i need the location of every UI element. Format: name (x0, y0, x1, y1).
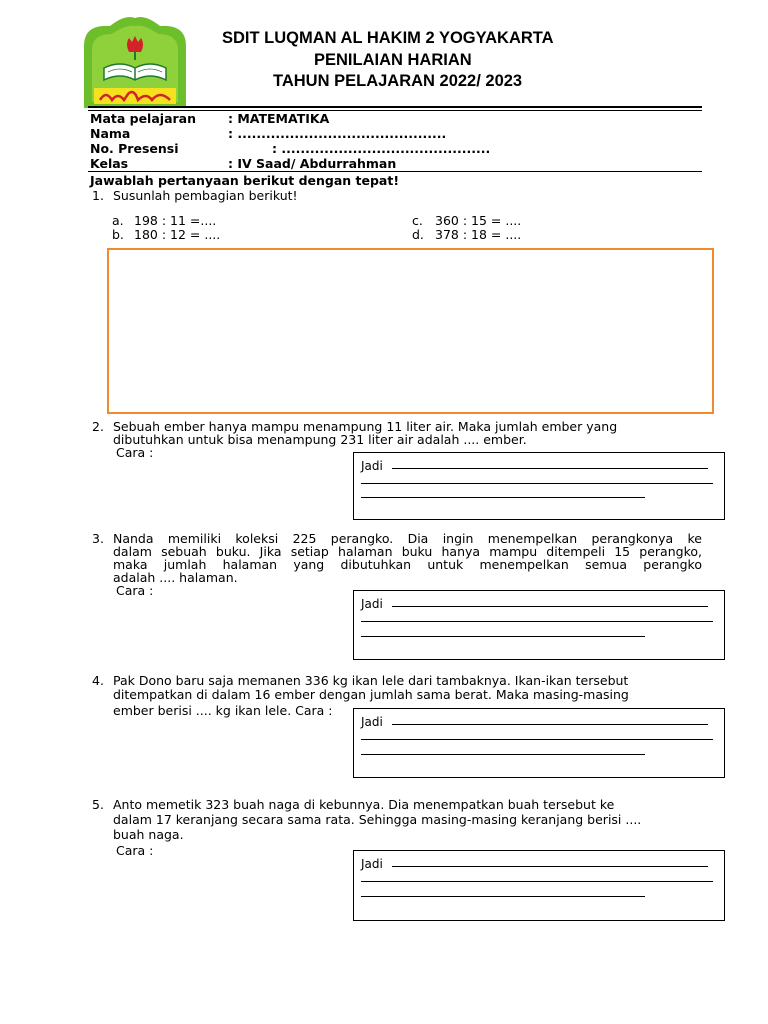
q5-line3: buah naga. (113, 827, 184, 842)
presensi-label: No. Presensi (90, 141, 179, 156)
q4-number: 4. (92, 673, 104, 688)
q5-line1: Anto memetik 323 buah naga di kebunnya. Dia menempatkan buah tersebut ke (113, 797, 615, 812)
q4-answer-box[interactable] (353, 708, 725, 778)
q5-answer-line (361, 881, 713, 882)
q2-line1: Sebuah ember hanya mampu menampung 11 liter air. Maka jumlah ember yang (113, 419, 618, 434)
q2-answer-line (361, 497, 645, 498)
q1-number: 1. (92, 188, 104, 203)
q1-item-a: 198 : 11 =.... (134, 213, 217, 228)
q3-line2: dalam sebuah buku. Jika setiap halaman buku hanya mampu ditempeli 15 perangko, (113, 544, 702, 559)
q1-item-c: 360 : 15 = .... (435, 213, 522, 228)
q4-answer-line (361, 739, 713, 740)
class-value: : IV Saad/ Abdurrahman (228, 156, 397, 171)
q3-jadi-label: Jadi (361, 597, 383, 611)
q3-line4: adalah .... halaman. (113, 570, 238, 585)
q2-number: 2. (92, 419, 104, 434)
q4-answer-line (392, 724, 708, 725)
name-label: Nama (90, 126, 131, 141)
presensi-field[interactable]: : ............................................ (272, 141, 491, 156)
q1-item-b-letter: b. (112, 227, 124, 242)
q3-cara: Cara : (116, 583, 154, 598)
assessment-title: PENILAIAN HARIAN (314, 51, 472, 69)
q3-answer-line (392, 606, 708, 607)
info-rule (88, 171, 702, 172)
q4-line2: ditempatkan di dalam 16 ember dengan jumlah sama berat. Maka masing-masing (113, 687, 629, 702)
q3-line1: Nanda memiliki koleksi 225 perangko. Dia ingin menempelkan perangkonya ke (113, 531, 702, 546)
q3-answer-box[interactable] (353, 590, 725, 660)
q5-number: 5. (92, 797, 104, 812)
q5-answer-box[interactable] (353, 850, 725, 921)
q1-text: Susunlah pembagian berikut! (113, 188, 298, 203)
q5-answer-line (392, 866, 708, 867)
q3-answer-line (361, 636, 645, 637)
q1-item-c-letter: c. (412, 213, 423, 228)
q3-answer-line (361, 621, 713, 622)
name-field[interactable]: : ............................................ (228, 126, 447, 141)
class-label: Kelas (90, 156, 129, 171)
q3-number: 3. (92, 531, 104, 546)
q2-cara: Cara : (116, 445, 154, 460)
q1-item-d: 378 : 18 = .... (435, 227, 522, 242)
q2-answer-box[interactable] (353, 452, 725, 520)
q4-jadi-label: Jadi (361, 715, 383, 729)
q4-answer-line (361, 754, 645, 755)
academic-year: TAHUN PELAJARAN 2022/ 2023 (273, 72, 523, 90)
q2-jadi-label: Jadi (361, 459, 383, 473)
q2-line2: dibutuhkan untuk bisa menampung 231 liter air adalah .... ember. (113, 432, 527, 447)
q1-item-d-letter: d. (412, 227, 424, 242)
q4-line1: Pak Dono baru saja memanen 336 kg ikan lele dari tambaknya. Ikan-ikan tersebut (113, 673, 629, 688)
q2-answer-line (392, 468, 708, 469)
q2-answer-line (361, 483, 713, 484)
q5-jadi-label: Jadi (361, 857, 383, 871)
school-logo-icon (80, 16, 190, 108)
q4-line3: ember berisi .... kg ikan lele. Cara : (113, 703, 333, 718)
subject-label: Mata pelajaran (90, 111, 196, 126)
subject-value: : MATEMATIKA (228, 111, 330, 126)
q3-line3: maka jumlah halaman yang dibutuhkan untuk menempelkan semua perangko (113, 557, 702, 572)
instruction: Jawablah pertanyaan berikut dengan tepat! (90, 173, 400, 188)
q1-item-b: 180 : 12 = .... (134, 227, 221, 242)
q1-answer-box[interactable] (107, 248, 714, 414)
q5-answer-line (361, 896, 645, 897)
q5-cara: Cara : (116, 843, 154, 858)
q5-line2: dalam 17 keranjang secara sama rata. Sehingga masing-masing keranjang berisi .... (113, 812, 642, 827)
q1-item-a-letter: a. (112, 213, 124, 228)
school-name: SDIT LUQMAN AL HAKIM 2 YOGYAKARTA (222, 29, 554, 47)
header-rule-thick (88, 106, 702, 108)
